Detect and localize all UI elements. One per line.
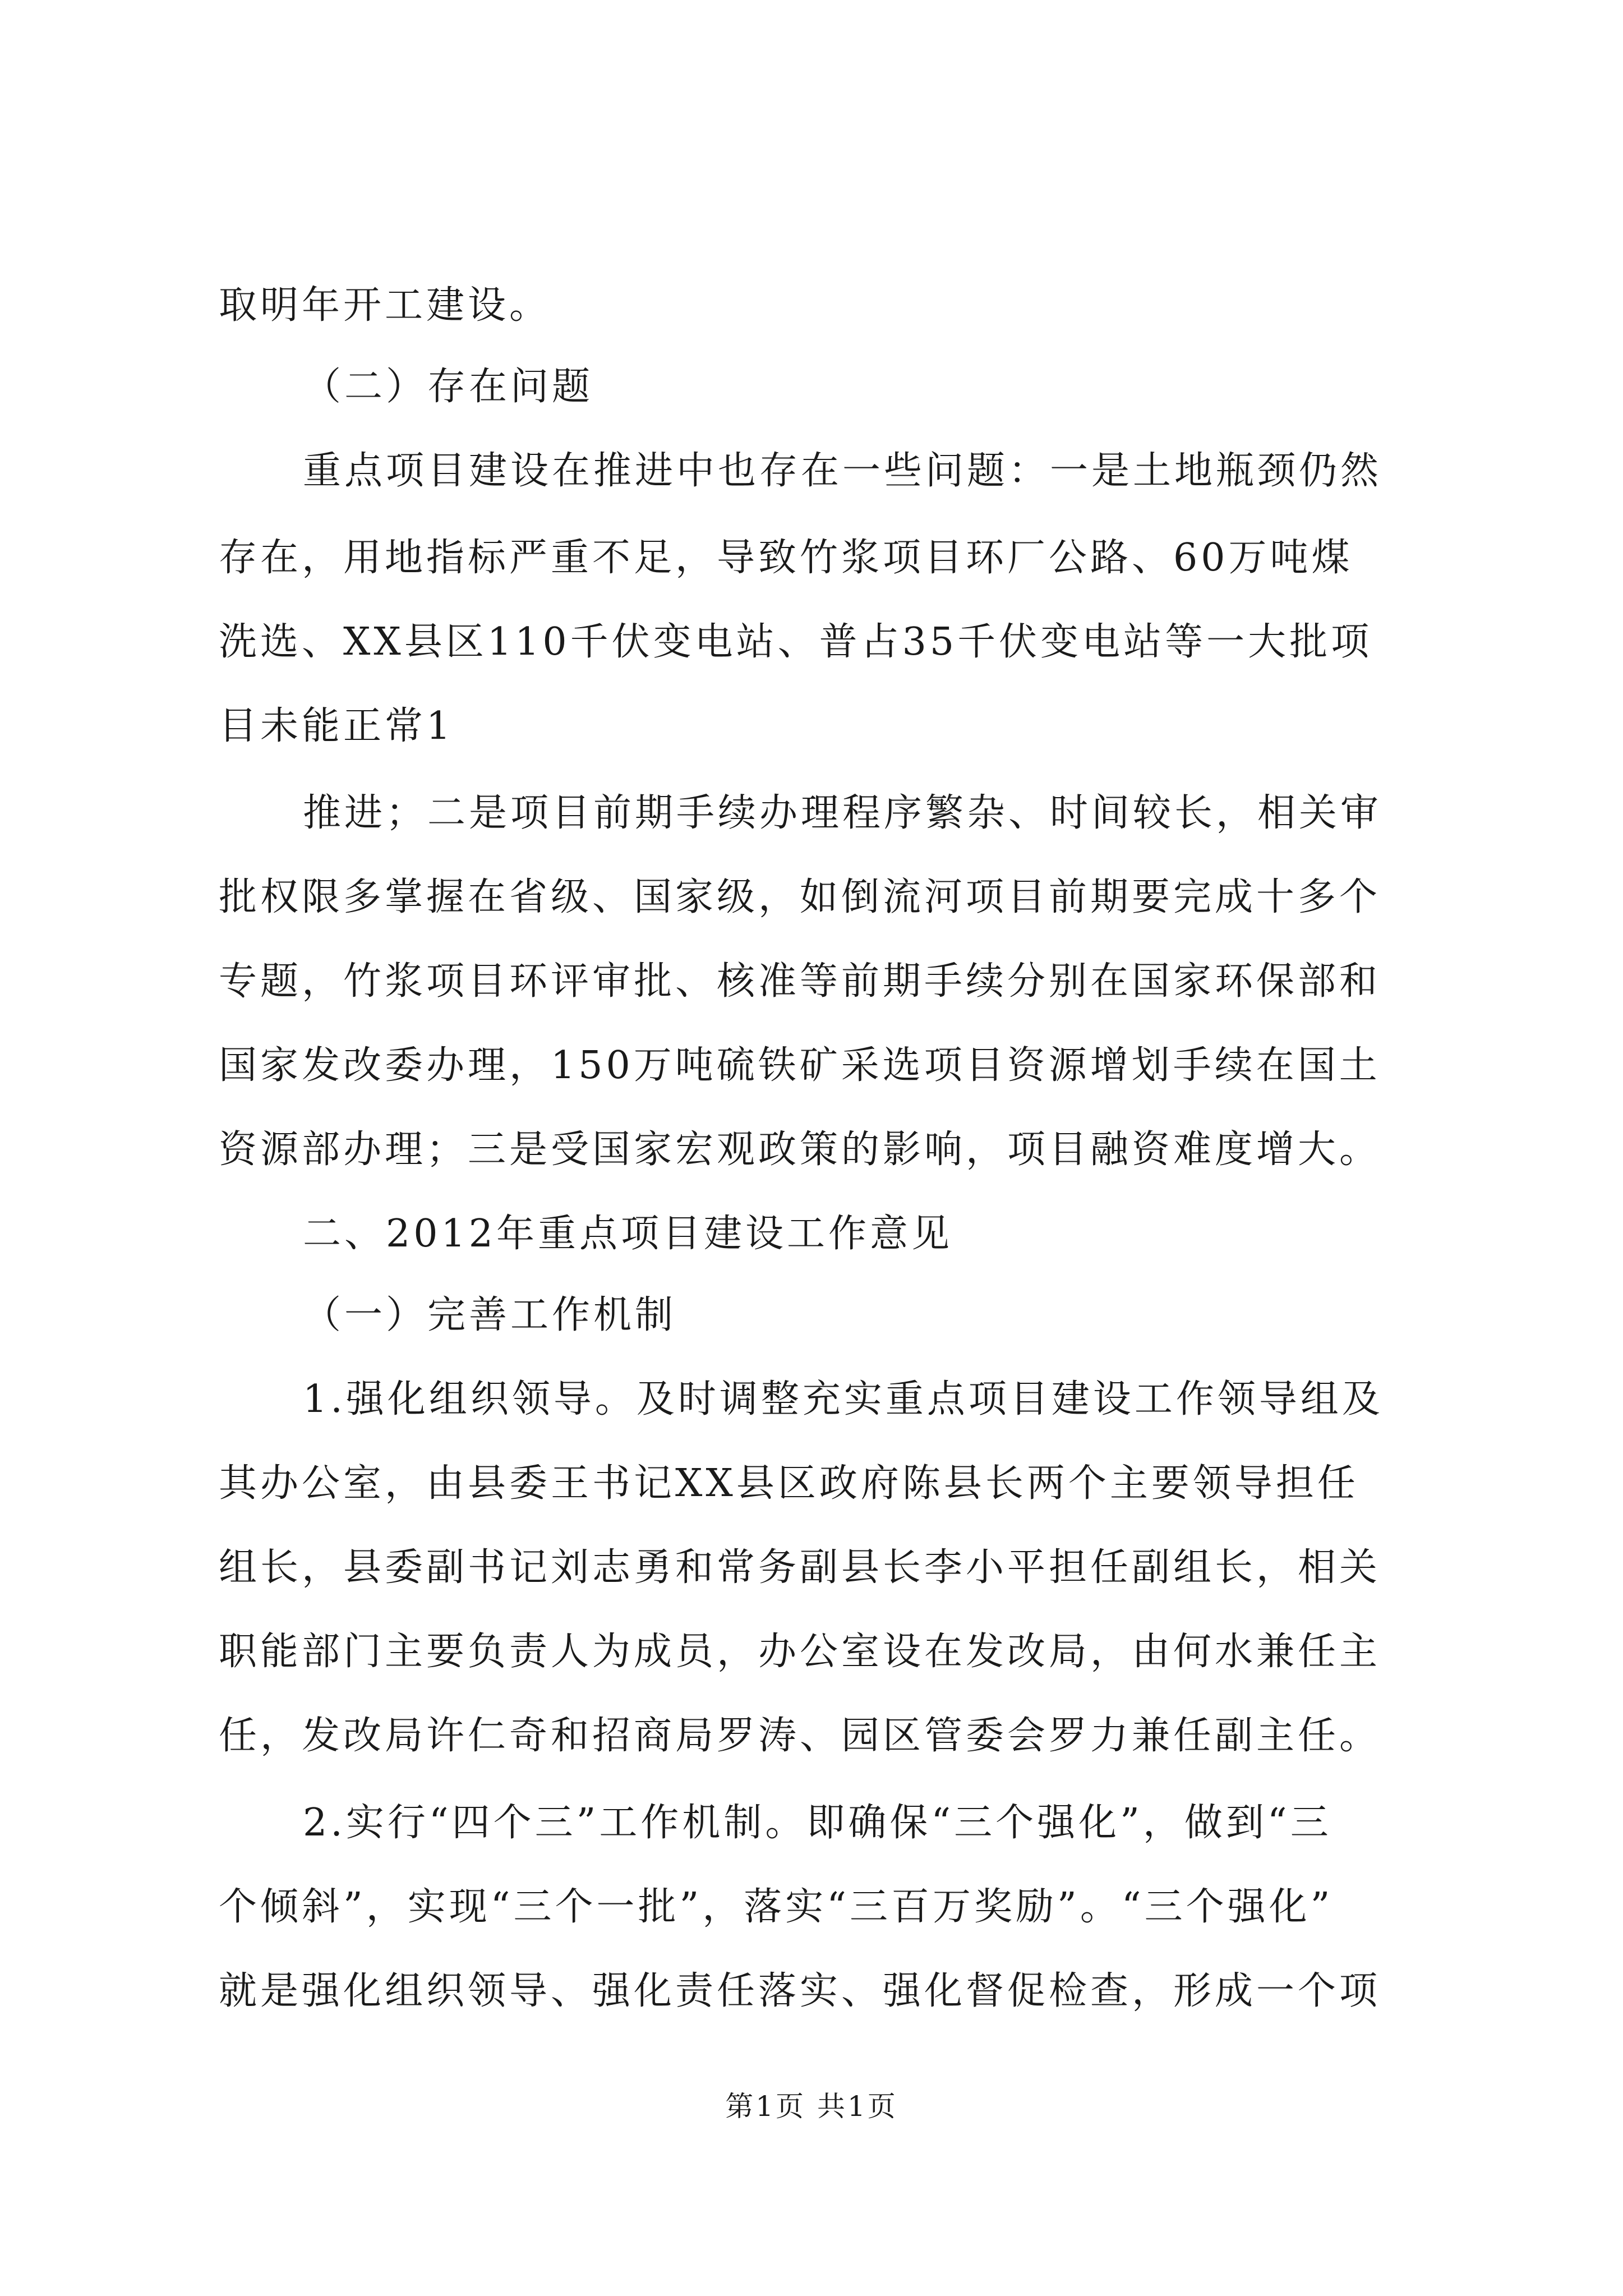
paragraph-line: 就是强化组织领导、强化责任落实、强化督促检查，形成一个项 [219, 1969, 1381, 2013]
paragraph-line: 组长，县委副书记刘志勇和常务副县长李小平担任副组长，相关 [219, 1545, 1381, 1590]
paragraph-line: 职能部门主要负责人为成员，办公室设在发改局，由何水兼任主 [219, 1630, 1381, 1674]
paragraph-line: 2.实行“四个三”工作机制。即确保“三个强化”，做到“三 [303, 1801, 1332, 1845]
text-line: 取明年开工建设。 [219, 283, 551, 328]
paragraph-line: 目未能正常1 [219, 704, 454, 748]
page-footer: 第1页 共1页 [725, 2090, 898, 2123]
paragraph-line: 资源部办理；三是受国家宏观政策的影响，项目融资难度增大。 [219, 1128, 1381, 1172]
section-heading: （一）完善工作机制 [303, 1293, 677, 1337]
paragraph-line: 专题，竹浆项目环评审批、核准等前期手续分别在国家环保部和 [219, 959, 1381, 1004]
section-heading: （二）存在问题 [303, 365, 594, 409]
paragraph-line: 存在，用地指标严重不足，导致竹浆项目环厂公路、60万吨煤 [219, 536, 1353, 580]
paragraph-line: 批权限多掌握在省级、国家级，如倒流河项目前期要完成十多个 [219, 875, 1381, 919]
section-heading: 二、2012年重点项目建设工作意见 [303, 1212, 953, 1256]
paragraph-line: 重点项目建设在推进中也存在一些问题：一是土地瓶颈仍然 [303, 449, 1382, 493]
paragraph-line: 国家发改委办理，150万吨硫铁矿采选项目资源增划手续在国土 [219, 1043, 1381, 1088]
paragraph-line: 任，发改局许仁奇和招商局罗涛、园区管委会罗力兼任副主任。 [219, 1714, 1381, 1758]
paragraph-line: 个倾斜”，实现“三个一批”，落实“三百万奖励”。“三个强化” [219, 1885, 1334, 1929]
paragraph-line: 推进；二是项目前期手续办理程序繁杂、时间较长，相关审 [303, 791, 1382, 835]
paragraph-line: 洗选、XX县区110千伏变电站、普占35千伏变电站等一大批项 [219, 620, 1373, 664]
paragraph-line: 其办公室，由县委王书记XX县区政府陈县长两个主要领导担任 [219, 1461, 1359, 1506]
paragraph-line: 1.强化组织领导。及时调整充实重点项目建设工作领导组及 [303, 1377, 1384, 1421]
